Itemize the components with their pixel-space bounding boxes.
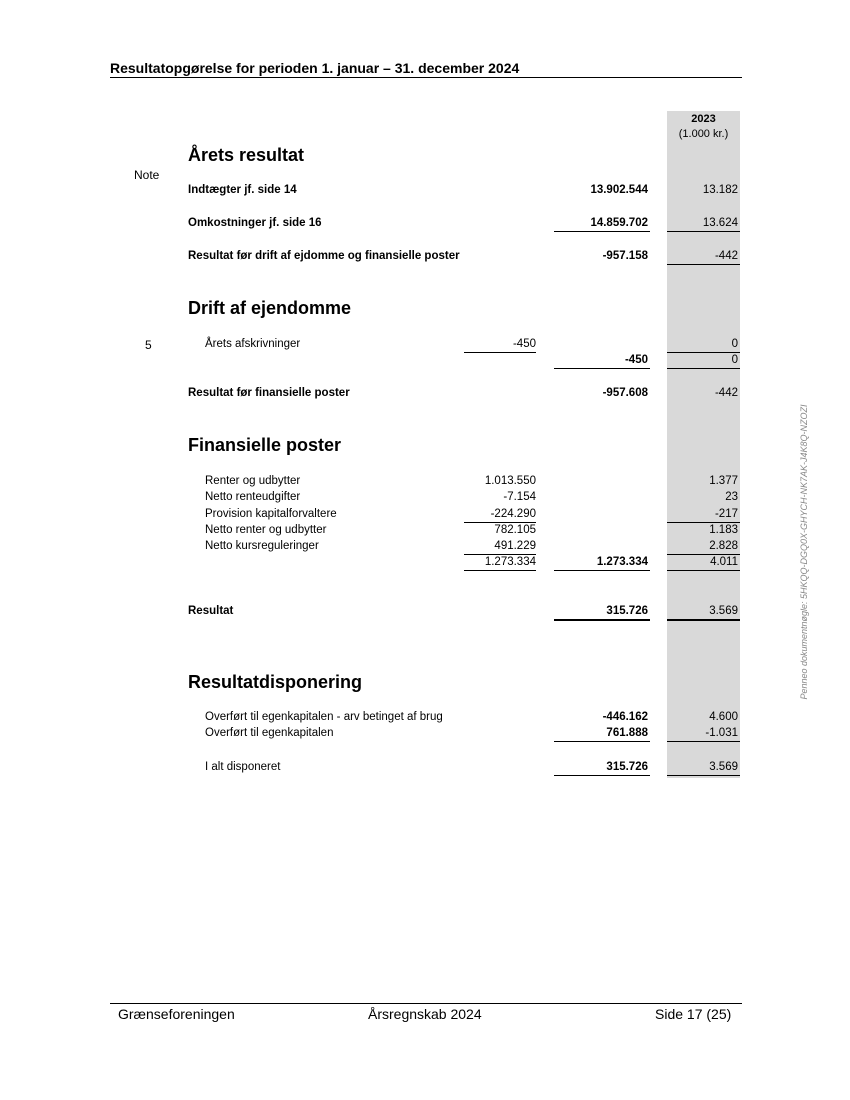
row-label-afskrivninger: Årets afskrivninger [205, 338, 301, 350]
footer-page-number: Side 17 (25) [655, 1006, 732, 1022]
prior-year-header: 2023 [691, 113, 716, 125]
value-i-alt-prior: 3.569 [709, 761, 738, 773]
header-rule [110, 77, 742, 78]
row-label-indtaegter: Indtægter jf. side 14 [188, 184, 297, 196]
double-underline [554, 619, 650, 621]
value-renter-detail: 1.013.550 [484, 475, 536, 487]
row-label-resultat: Resultat [188, 605, 234, 617]
value-indtaegter-current: 13.902.544 [590, 184, 648, 196]
footer-rule [110, 1003, 742, 1004]
value-overfoert-prior: -1.031 [705, 727, 738, 739]
row-label-omkostninger: Omkostninger jf. side 16 [188, 217, 322, 229]
unit-label: (1.000 kr.) [678, 128, 729, 140]
section-heading-disponering: Resultatdisponering [188, 672, 363, 692]
value-netto-renter-detail: 782.105 [494, 524, 536, 536]
value-resultat-foer-fin-prior: -442 [714, 387, 738, 399]
row-label-kursreguleringer: Netto kursreguleringer [205, 540, 319, 552]
row-label-overfoert: Overført til egenkapitalen [205, 727, 334, 739]
underline [554, 570, 650, 571]
underline [554, 368, 650, 369]
value-indtaegter-prior: 13.182 [702, 184, 738, 196]
underline [464, 554, 536, 555]
value-finansielle-total-detail: 1.273.334 [484, 556, 536, 568]
prior-year-column-shade [667, 111, 740, 778]
underline [554, 231, 650, 232]
row-label-resultat-foer-fin: Resultat før finansielle poster [188, 387, 350, 399]
value-resultat-prior: 3.569 [709, 605, 738, 617]
underline [667, 522, 740, 523]
double-underline [667, 619, 740, 621]
footer-organization: Grænseforeningen [118, 1006, 235, 1022]
value-overfoert-current: 761.888 [606, 727, 648, 739]
section-heading-drift: Drift af ejendomme [188, 298, 352, 318]
value-renteudgifter-prior: 23 [725, 491, 738, 503]
underline [667, 741, 740, 742]
page-header-title: Resultatopgørelse for perioden 1. januar – 31. december 2024 [110, 60, 520, 76]
underline [464, 522, 536, 523]
footer-document-title: Årsregnskab 2024 [368, 1006, 482, 1022]
section-heading-arets-resultat: Årets resultat [188, 145, 305, 165]
row-label-overfoert-arv: Overført til egenkapitalen - arv betinget af brug [205, 711, 443, 723]
value-drift-subtotal-prior: 0 [731, 354, 738, 366]
value-resultat-foer-drift-prior: -442 [714, 250, 738, 262]
value-netto-renter-prior: 1.183 [709, 524, 738, 536]
value-provision-prior: -217 [714, 508, 738, 520]
underline [667, 570, 740, 571]
penneo-watermark: Penneo dokumentnøgle: 5HKQQ-DGQ0X-GHYCH-NK7AK-J4K8Q-NZOZI [799, 404, 809, 700]
value-drift-subtotal-current: -450 [624, 354, 648, 366]
underline [464, 570, 536, 571]
underline [554, 775, 650, 776]
row-label-resultat-foer-drift: Resultat før drift af ejdomme og finansielle poster [188, 250, 460, 262]
note-column-label: Note [134, 168, 160, 182]
underline [667, 368, 740, 369]
value-resultat-current: 315.726 [606, 605, 648, 617]
value-finansielle-total-current: 1.273.334 [596, 556, 648, 568]
row-label-renter: Renter og udbytter [205, 475, 301, 487]
value-finansielle-total-prior: 4.011 [710, 556, 738, 568]
value-provision-detail: -224.290 [490, 508, 536, 520]
note-number: 5 [145, 338, 152, 352]
underline [464, 352, 536, 353]
value-kursreguleringer-prior: 2.828 [709, 540, 738, 552]
value-resultat-foer-drift-current: -957.158 [602, 250, 648, 262]
underline [667, 264, 740, 265]
underline [554, 741, 650, 742]
value-overfoert-arv-prior: 4.600 [709, 711, 738, 723]
value-renteudgifter-detail: -7.154 [503, 491, 536, 503]
value-overfoert-arv-current: -446.162 [602, 711, 648, 723]
value-resultat-foer-fin-current: -957.608 [602, 387, 648, 399]
value-afskrivninger-prior: 0 [731, 338, 738, 350]
underline [667, 231, 740, 232]
value-renter-prior: 1.377 [709, 475, 738, 487]
row-label-i-alt: I alt disponeret [205, 761, 281, 773]
section-heading-finansielle: Finansielle poster [188, 435, 342, 455]
value-omkostninger-prior: 13.624 [702, 217, 738, 229]
value-omkostninger-current: 14.859.702 [590, 217, 648, 229]
value-i-alt-current: 315.726 [606, 761, 648, 773]
row-label-provision: Provision kapitalforvaltere [205, 508, 337, 520]
underline [667, 352, 740, 353]
value-afskrivninger-detail: -450 [512, 338, 536, 350]
underline [667, 554, 740, 555]
row-label-renteudgifter: Netto renteudgifter [205, 491, 301, 503]
underline [667, 775, 740, 776]
value-kursreguleringer-detail: 491.229 [494, 540, 536, 552]
row-label-netto-renter: Netto renter og udbytter [205, 524, 327, 536]
